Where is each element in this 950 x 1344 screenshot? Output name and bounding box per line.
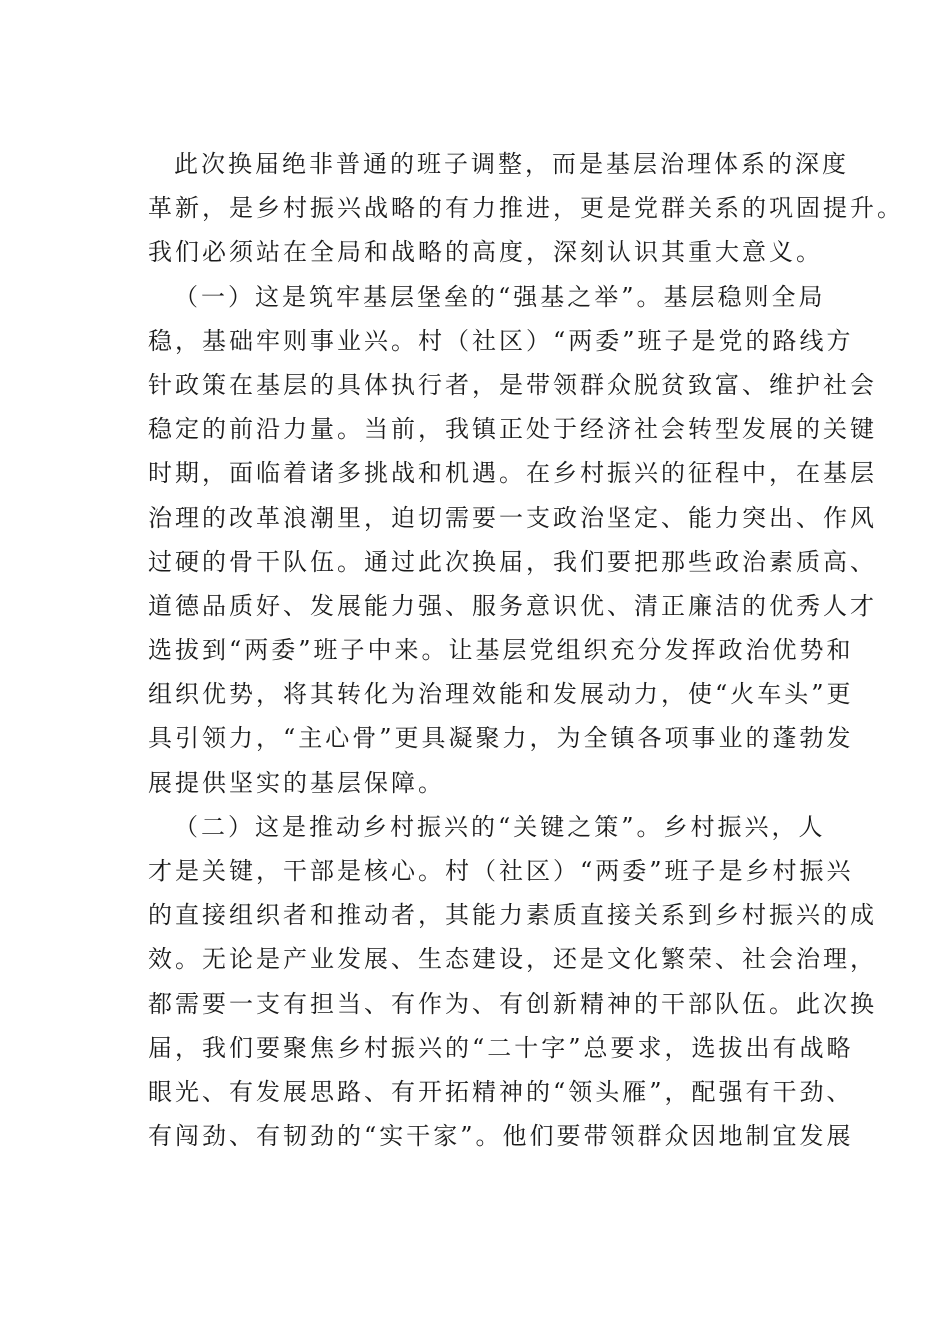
text-line: 治理的改革浪潮里，迫切需要一支政治坚定、能力突出、作风 xyxy=(148,503,877,532)
text-line: 时期，面临着诸多挑战和机遇。在乡村振兴的征程中，在基层 xyxy=(148,459,877,488)
text-line: 过硬的骨干队伍。通过此次换届，我们要把那些政治素质高、 xyxy=(148,547,877,576)
paragraph-section-1 xyxy=(148,275,877,805)
document-body xyxy=(148,142,904,1158)
text-line: 的直接组织者和推动者，其能力素质直接关系到乡村振兴的成 xyxy=(148,901,877,930)
text-line: 才是关键，干部是核心。村（社区）“两委”班子是乡村振兴 xyxy=(148,857,854,885)
text-line: 革新，是乡村振兴战略的有力推进，更是党群关系的巩固提升。 xyxy=(148,194,904,223)
text-line: 展提供坚实的基层保障。 xyxy=(148,768,445,797)
text-line: 此次换届绝非普通的班子调整，而是基层治理体系的深度 xyxy=(174,150,849,178)
text-line: 届，我们要聚焦乡村振兴的“二十字”总要求，选拔出有战略 xyxy=(148,1033,854,1062)
text-line: 组织优势，将其转化为治理效能和发展动力，使“火车头”更 xyxy=(148,680,854,709)
paragraph-section-2 xyxy=(148,805,877,1159)
text-line: 具引领力，“主心骨”更具凝聚力，为全镇各项事业的蓬勃发 xyxy=(148,724,854,753)
text-line: 有闯劲、有韧劲的“实干家”。他们要带领群众因地制宜发展 xyxy=(148,1122,854,1151)
text-line: 眼光、有发展思路、有开拓精神的“领头雁”，配强有干劲、 xyxy=(148,1077,854,1106)
text-line: 稳，基础牢则事业兴。村（社区）“两委”班子是党的路线方 xyxy=(148,326,854,355)
text-line: 效。无论是产业发展、生态建设，还是文化繁荣、社会治理， xyxy=(148,945,877,974)
text-line: 我们必须站在全局和战略的高度，深刻认识其重大意义。 xyxy=(148,238,823,267)
text-line: 选拔到“两委”班子中来。让基层党组织充分发挥政治优势和 xyxy=(148,636,854,665)
section-heading-line: （一）这是筑牢基层堡垒的“强基之举”。基层稳则全局 xyxy=(174,282,826,311)
section-heading-line: （二）这是推动乡村振兴的“关键之策”。乡村振兴，人 xyxy=(174,812,826,841)
text-line: 针政策在基层的具体执行者，是带领群众脱贫致富、维护社会 xyxy=(148,370,877,399)
paragraph-intro xyxy=(148,142,904,275)
text-line: 稳定的前沿力量。当前，我镇正处于经济社会转型发展的关键 xyxy=(148,415,877,444)
text-line: 都需要一支有担当、有作为、有创新精神的干部队伍。此次换 xyxy=(148,989,877,1018)
text-line: 道德品质好、发展能力强、服务意识优、清正廉洁的优秀人才 xyxy=(148,591,877,620)
